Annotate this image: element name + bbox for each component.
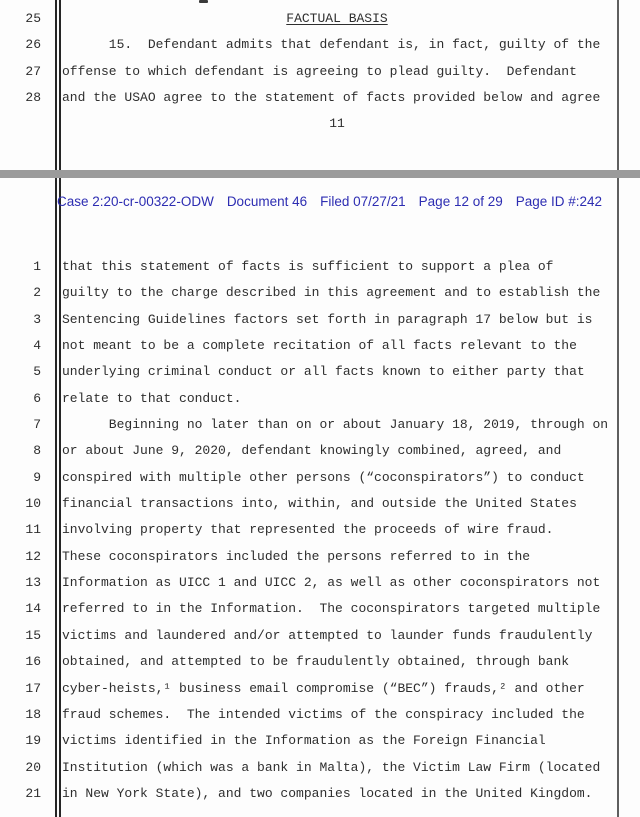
section-heading: FACTUAL BASIS [286,11,388,26]
document-line [0,59,640,85]
line-number: 13 [25,575,41,591]
line-text: These coconspirators included the persons referred to in the [62,548,531,564]
stamp-document-number: Document 46 [226,194,308,209]
line-text: fraud schemes. The intended victims of the conspiracy included the [62,706,585,722]
page-separator-bar [0,170,640,178]
document-line [0,307,640,333]
stamp-page-id: Page ID #:242 [515,194,603,209]
line-number: 2 [33,285,41,301]
line-number: 6 [33,390,41,406]
line-text: Sentencing Guidelines factors set forth in paragraph 17 below but is [62,311,593,327]
document-line [0,781,640,807]
line-number: 9 [33,469,41,485]
line-number: 5 [33,364,41,380]
document-line [0,359,640,385]
previous-page-text-block [0,6,640,138]
line-text: in New York State), and two companies located in the United Kingdom. [62,785,593,801]
line-number: 15 [25,627,41,643]
stamp-filed-date: Filed 07/27/21 [320,194,406,209]
line-text: victims and laundered and/or attempted to launder funds fraudulently [62,627,593,643]
line-number: 1 [33,259,41,274]
line-text: and the USAO agree to the statement of facts provided below and agree [62,90,601,106]
line-text: Institution (which was a bank in Malta), the Victim Law Firm (located [62,759,601,775]
line-text: conspired with multiple other persons (“coconspirators”) to conduct [62,469,585,485]
line-number: 17 [25,680,41,696]
line-number: 20 [25,759,41,775]
document-line [0,386,640,412]
case-stamp-header [57,194,602,209]
cut-off-text-fragment [199,0,208,3]
document-line [0,517,640,543]
page-number: 11 [329,116,345,132]
document-line [0,491,640,517]
line-text: not meant to be a complete recitation of all facts relevant to the [62,338,577,354]
line-number: 4 [33,338,41,354]
document-line [0,649,640,675]
line-text: financial transactions into, within, and outside the United States [62,496,577,512]
current-page-text-block [0,254,640,807]
document-line [0,544,640,570]
document-line [0,676,640,702]
line-text: relate to that conduct. [62,390,242,406]
document-line [0,6,640,32]
line-text: cyber-heists,¹ business email compromise (“BEC”) frauds,² and other [62,680,585,696]
line-number: 3 [33,311,41,327]
line-text: guilty to the charge described in this agreement and to establish the [62,285,601,301]
line-number: 16 [25,654,41,670]
stamp-case-number: Case 2:20-cr-00322-ODW [57,194,214,209]
document-line [0,596,640,622]
document-line [0,280,640,306]
line-number: 7 [33,417,41,433]
document-line [0,111,640,137]
document-line [0,85,640,111]
line-number: 11 [25,522,41,538]
line-text: offense to which defendant is agreeing to plead guilty. Defendant [62,63,577,79]
document-line [0,728,640,754]
line-text: Information as UICC 1 and UICC 2, as well as other coconspirators not [62,575,601,591]
line-number: 12 [25,548,41,564]
line-text: victims identified in the Information as the Foreign Financial [62,733,546,749]
line-text: or about June 9, 2020, defendant knowingly combined, agreed, and [62,443,562,459]
line-number: 27 [25,63,41,79]
line-text: underlying criminal conduct or all facts known to either party that [62,364,585,380]
line-text: involving property that represented the proceeds of wire fraud. [62,522,554,538]
line-number: 19 [25,733,41,749]
document-line [0,254,640,280]
line-number: 25 [25,11,41,26]
document-line [0,570,640,596]
document-line [0,333,640,359]
document-line [0,32,640,58]
line-text: 15. Defendant admits that defendant is, in fact, guilty of the [62,37,601,53]
stamp-page-count: Page 12 of 29 [418,194,503,209]
document-line [0,465,640,491]
line-number: 21 [25,785,41,801]
line-number: 14 [25,601,41,617]
line-text: that this statement of facts is sufficient to support a plea of [62,259,554,274]
document-line [0,755,640,781]
document-line [0,412,640,438]
line-text: Beginning no later than on or about January 18, 2019, through on [62,417,609,433]
line-text: referred to in the Information. The coconspirators targeted multiple [62,601,601,617]
document-line [0,702,640,728]
line-number: 8 [33,443,41,459]
line-number: 26 [25,37,41,53]
line-text: obtained, and attempted to be fraudulently obtained, through bank [62,654,570,670]
document-line [0,623,640,649]
line-number: 10 [25,496,41,512]
document-line [0,438,640,464]
line-number: 28 [25,90,41,106]
line-number: 18 [25,706,41,722]
